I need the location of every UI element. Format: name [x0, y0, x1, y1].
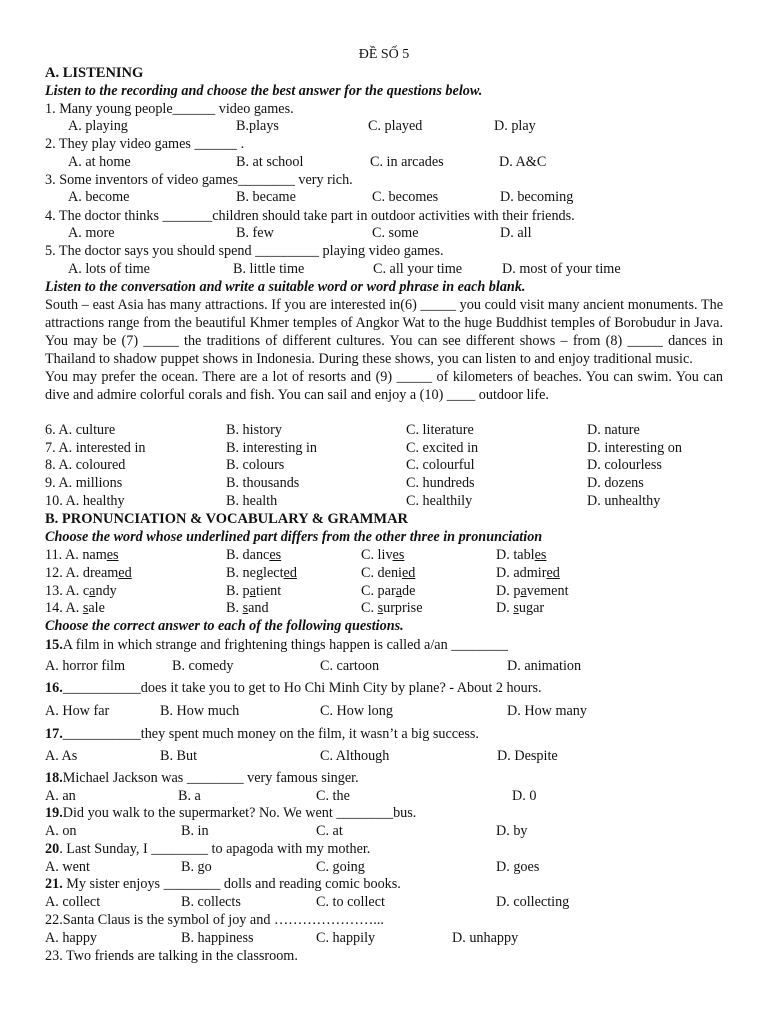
q17-option-d: D. Despite	[497, 748, 558, 764]
question-19: 19.Did you walk to the supermarket? No. We went ________bus.	[45, 805, 417, 821]
q22-option-d: D. unhappy	[452, 930, 519, 946]
q12-option-b: B. neglected	[226, 565, 297, 581]
q21-option-a: A. collect	[45, 894, 101, 910]
q17-option-c: C. Although	[320, 748, 390, 764]
q15-option-b: B. comedy	[172, 658, 234, 674]
q17-option-a: A. As	[45, 748, 78, 764]
question-20: 20. Last Sunday, I ________ to apagoda with my mother.	[45, 841, 371, 857]
q8-option-d: D. colourless	[587, 457, 662, 473]
q15-option-c: C. cartoon	[320, 658, 380, 674]
question-3: 3. Some inventors of video games________ very rich.	[45, 172, 353, 188]
q19-option-b: B. in	[181, 823, 209, 839]
q13-option-c: C. parade	[361, 583, 416, 599]
q1-option-b: B.plays	[236, 118, 279, 134]
q15-option-d: D. animation	[507, 658, 582, 674]
q13-option-d: D. pavement	[496, 583, 569, 599]
q1-option-c: C. played	[368, 118, 423, 134]
q16-option-c: C. How long	[320, 703, 393, 719]
q16-option-b: B. How much	[160, 703, 240, 719]
q7-option-a: 7. A. interested in	[45, 440, 146, 456]
q3-option-c: C. becomes	[372, 189, 439, 205]
q14-option-d: D. sugar	[496, 600, 545, 616]
q5-option-c: C. all your time	[373, 261, 463, 277]
section-b-instruction-2: Choose the correct answer to each of the following questions.	[45, 618, 404, 634]
q4-option-b: B. few	[236, 225, 274, 241]
question-18: 18.Michael Jackson was ________ very famous singer.	[45, 770, 359, 786]
q9-option-a: 9. A. millions	[45, 475, 123, 491]
q7-option-b: B. interesting in	[226, 440, 318, 456]
question-15: 15.A film in which strange and frightening things happen is called a/an ________	[45, 637, 508, 653]
q1-option-a: A. playing	[68, 118, 128, 134]
q4-option-a: A. more	[68, 225, 115, 241]
q22-option-b: B. happiness	[181, 930, 254, 946]
q16-option-a: A. How far	[45, 703, 110, 719]
q3-option-b: B. became	[236, 189, 296, 205]
q15-option-a: A. horror film	[45, 658, 125, 674]
section-a-heading: A. LISTENING	[45, 65, 144, 81]
q11-option-a: 11. A. names	[45, 547, 119, 563]
q22-option-a: A. happy	[45, 930, 98, 946]
q19-option-c: C. at	[316, 823, 343, 839]
q20-option-b: B. go	[181, 859, 212, 875]
q3-option-d: D. becoming	[500, 189, 574, 205]
q13-option-b: B. patient	[226, 583, 282, 599]
page-title: ĐỀ SỐ 5	[358, 47, 410, 62]
q20-option-c: C. going	[316, 859, 365, 875]
q3-option-a: A. become	[68, 189, 130, 205]
q1-option-d: D. play	[494, 118, 536, 134]
section-b-instruction-1: Choose the word whose underlined part differs from the other three in pronunciation	[45, 529, 543, 545]
question-21: 21. My sister enjoys ________ dolls and reading comic books.	[45, 876, 401, 892]
q6-option-a: 6. A. culture	[45, 422, 116, 438]
q10-option-a: 10. A. healthy	[45, 493, 125, 509]
q12-option-a: 12. A. dreamed	[45, 565, 132, 581]
q14-option-c: C. surprise	[361, 600, 423, 616]
q8-option-a: 8. A. coloured	[45, 457, 126, 473]
q7-option-d: D. interesting on	[587, 440, 682, 456]
q21-option-d: D. collecting	[496, 894, 570, 910]
q5-option-d: D. most of your time	[502, 261, 621, 277]
q5-option-b: B. little time	[233, 261, 305, 277]
question-17: 17.___________they spent much money on the film, it wasn’t a big success.	[45, 726, 479, 742]
q12-option-c: C. denied	[361, 565, 416, 581]
q21-option-c: C. to collect	[316, 894, 385, 910]
q2-option-a: A. at home	[68, 154, 131, 170]
q6-option-d: D. nature	[587, 422, 640, 438]
question-5: 5. The doctor says you should spend _________ playing video games.	[45, 243, 444, 259]
q4-option-d: D. all	[500, 225, 532, 241]
q19-option-d: D. by	[496, 823, 528, 839]
q10-option-c: C. healthily	[406, 493, 473, 509]
q4-option-c: C. some	[372, 225, 419, 241]
q17-option-b: B. But	[160, 748, 198, 764]
q14-option-b: B. sand	[226, 600, 269, 616]
q2-option-c: C. in arcades	[370, 154, 444, 170]
q20-option-d: D. goes	[496, 859, 540, 875]
q12-option-d: D. admired	[496, 565, 560, 581]
question-4: 4. The doctor thinks _______children should take part in outdoor activities with their friends.	[45, 208, 575, 224]
q22-option-c: C. happily	[316, 930, 376, 946]
q7-option-c: C. excited in	[406, 440, 479, 456]
question-22: 22.Santa Claus is the symbol of joy and …………………...	[45, 912, 384, 928]
q18-option-d: D. 0	[512, 788, 537, 804]
q11-option-b: B. dances	[226, 547, 282, 563]
q6-option-b: B. history	[226, 422, 282, 438]
question-1: 1. Many young people______ video games.	[45, 101, 294, 117]
q2-option-d: D. A&C	[499, 154, 547, 170]
q13-option-a: 13. A. candy	[45, 583, 117, 599]
question-16: 16.___________does it take you to get to Ho Chi Minh City by plane? - About 2 hours.	[45, 680, 542, 696]
passage-paragraph-2: You may prefer the ocean. There are a lot of resorts and (9) _____ of kilometers of beaches. You can swim. You can dive and admire colorful corals and fish. You can sail and enjoy a (10) ____ outdoor life.	[45, 368, 723, 403]
section-a-instruction-2: Listen to the conversation and write a suitable word or word phrase in each blank.	[45, 279, 526, 295]
q10-option-d: D. unhealthy	[587, 493, 661, 509]
q14-option-a: 14. A. sale	[45, 600, 105, 616]
question-23: 23. Two friends are talking in the classroom.	[45, 948, 298, 964]
q18-option-a: A. an	[45, 788, 76, 804]
q9-option-c: C. hundreds	[406, 475, 475, 491]
q18-option-c: C. the	[316, 788, 350, 804]
q20-option-a: A. went	[45, 859, 90, 875]
q11-option-c: C. lives	[361, 547, 405, 563]
q6-option-c: C. literature	[406, 422, 474, 438]
q8-option-c: C. colourful	[406, 457, 475, 473]
q21-option-b: B. collects	[181, 894, 241, 910]
q9-option-b: B. thousands	[226, 475, 300, 491]
q19-option-a: A. on	[45, 823, 77, 839]
q9-option-d: D. dozens	[587, 475, 644, 491]
q16-option-d: D. How many	[507, 703, 587, 719]
section-b-heading: B. PRONUNCIATION & VOCABULARY & GRAMMAR	[45, 511, 409, 527]
reading-passage	[45, 297, 723, 404]
question-2: 2. They play video games ______ .	[45, 136, 245, 152]
q10-option-b: B. health	[226, 493, 278, 509]
q11-option-d: D. tables	[496, 547, 547, 563]
q18-option-b: B. a	[178, 788, 201, 804]
passage-paragraph-1: South – east Asia has many attractions. If you are interested in(6) _____ you could visit many ancient monuments. The attractions range from the beautiful Khmer temples of Angkor Wat to the huge Buddhist temples of Borobudur in Java. You may be (7) _____ the traditions of different cultures. You can see different shows – from (8) _____ dances in Thailand to shadow puppet shows in Indonesia. During these shows, you can listen to and enjoy traditional music.	[45, 297, 723, 367]
q8-option-b: B. colours	[226, 457, 285, 473]
q2-option-b: B. at school	[236, 154, 304, 170]
section-a-instruction-1: Listen to the recording and choose the best answer for the questions below.	[45, 83, 483, 99]
q5-option-a: A. lots of time	[68, 261, 150, 277]
